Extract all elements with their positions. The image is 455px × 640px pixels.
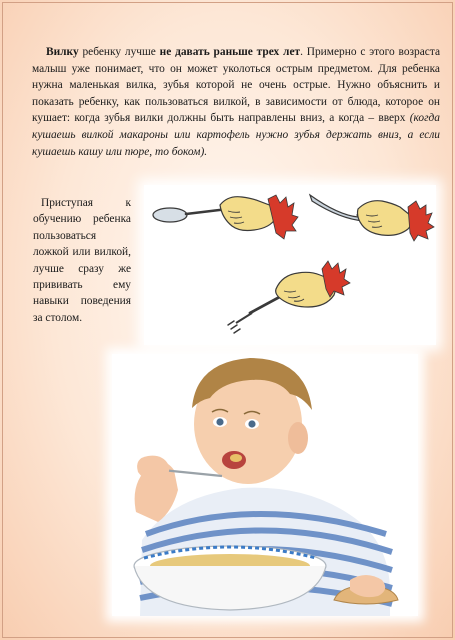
- intro-bold-age: не давать раньше трех лет: [159, 46, 301, 58]
- intro-part-1: ребенку лучше: [78, 46, 160, 58]
- spoon-hand-icon: [153, 195, 298, 239]
- hands-illustration: [144, 185, 436, 345]
- intro-italic-note: (когда кушаешь вилкой макароны или картофель нужно зубья держать вниз, а если кушаешь кашу или пюре, то боком).: [32, 112, 440, 158]
- intro-lead-bold: Вилку: [46, 46, 79, 58]
- child-face-icon: [192, 358, 312, 484]
- side-paragraph: Приступая к обучению ребенка пользоваться ложкой или вилкой, лучше сразу же прививать ему навыки поведения за столом.: [33, 197, 131, 324]
- knife-hand-icon: [310, 195, 434, 241]
- child-photo: [112, 354, 418, 616]
- fork-hand-icon: [228, 261, 350, 333]
- intro-part-2: . Примерно с этого возраста малыш уже понимает, что он может уколоться острым предметом. Для ребенка нужна маленькая вилка, зубья которой не очень острые. Нужно объяснить и показать ребенку, как пользоваться вилкой, в зависимости от блюда, которое он кушает: когда зубья вилки должны быть направлены вниз, а когда – вверх: [32, 46, 440, 125]
- intro-paragraph: [32, 44, 440, 160]
